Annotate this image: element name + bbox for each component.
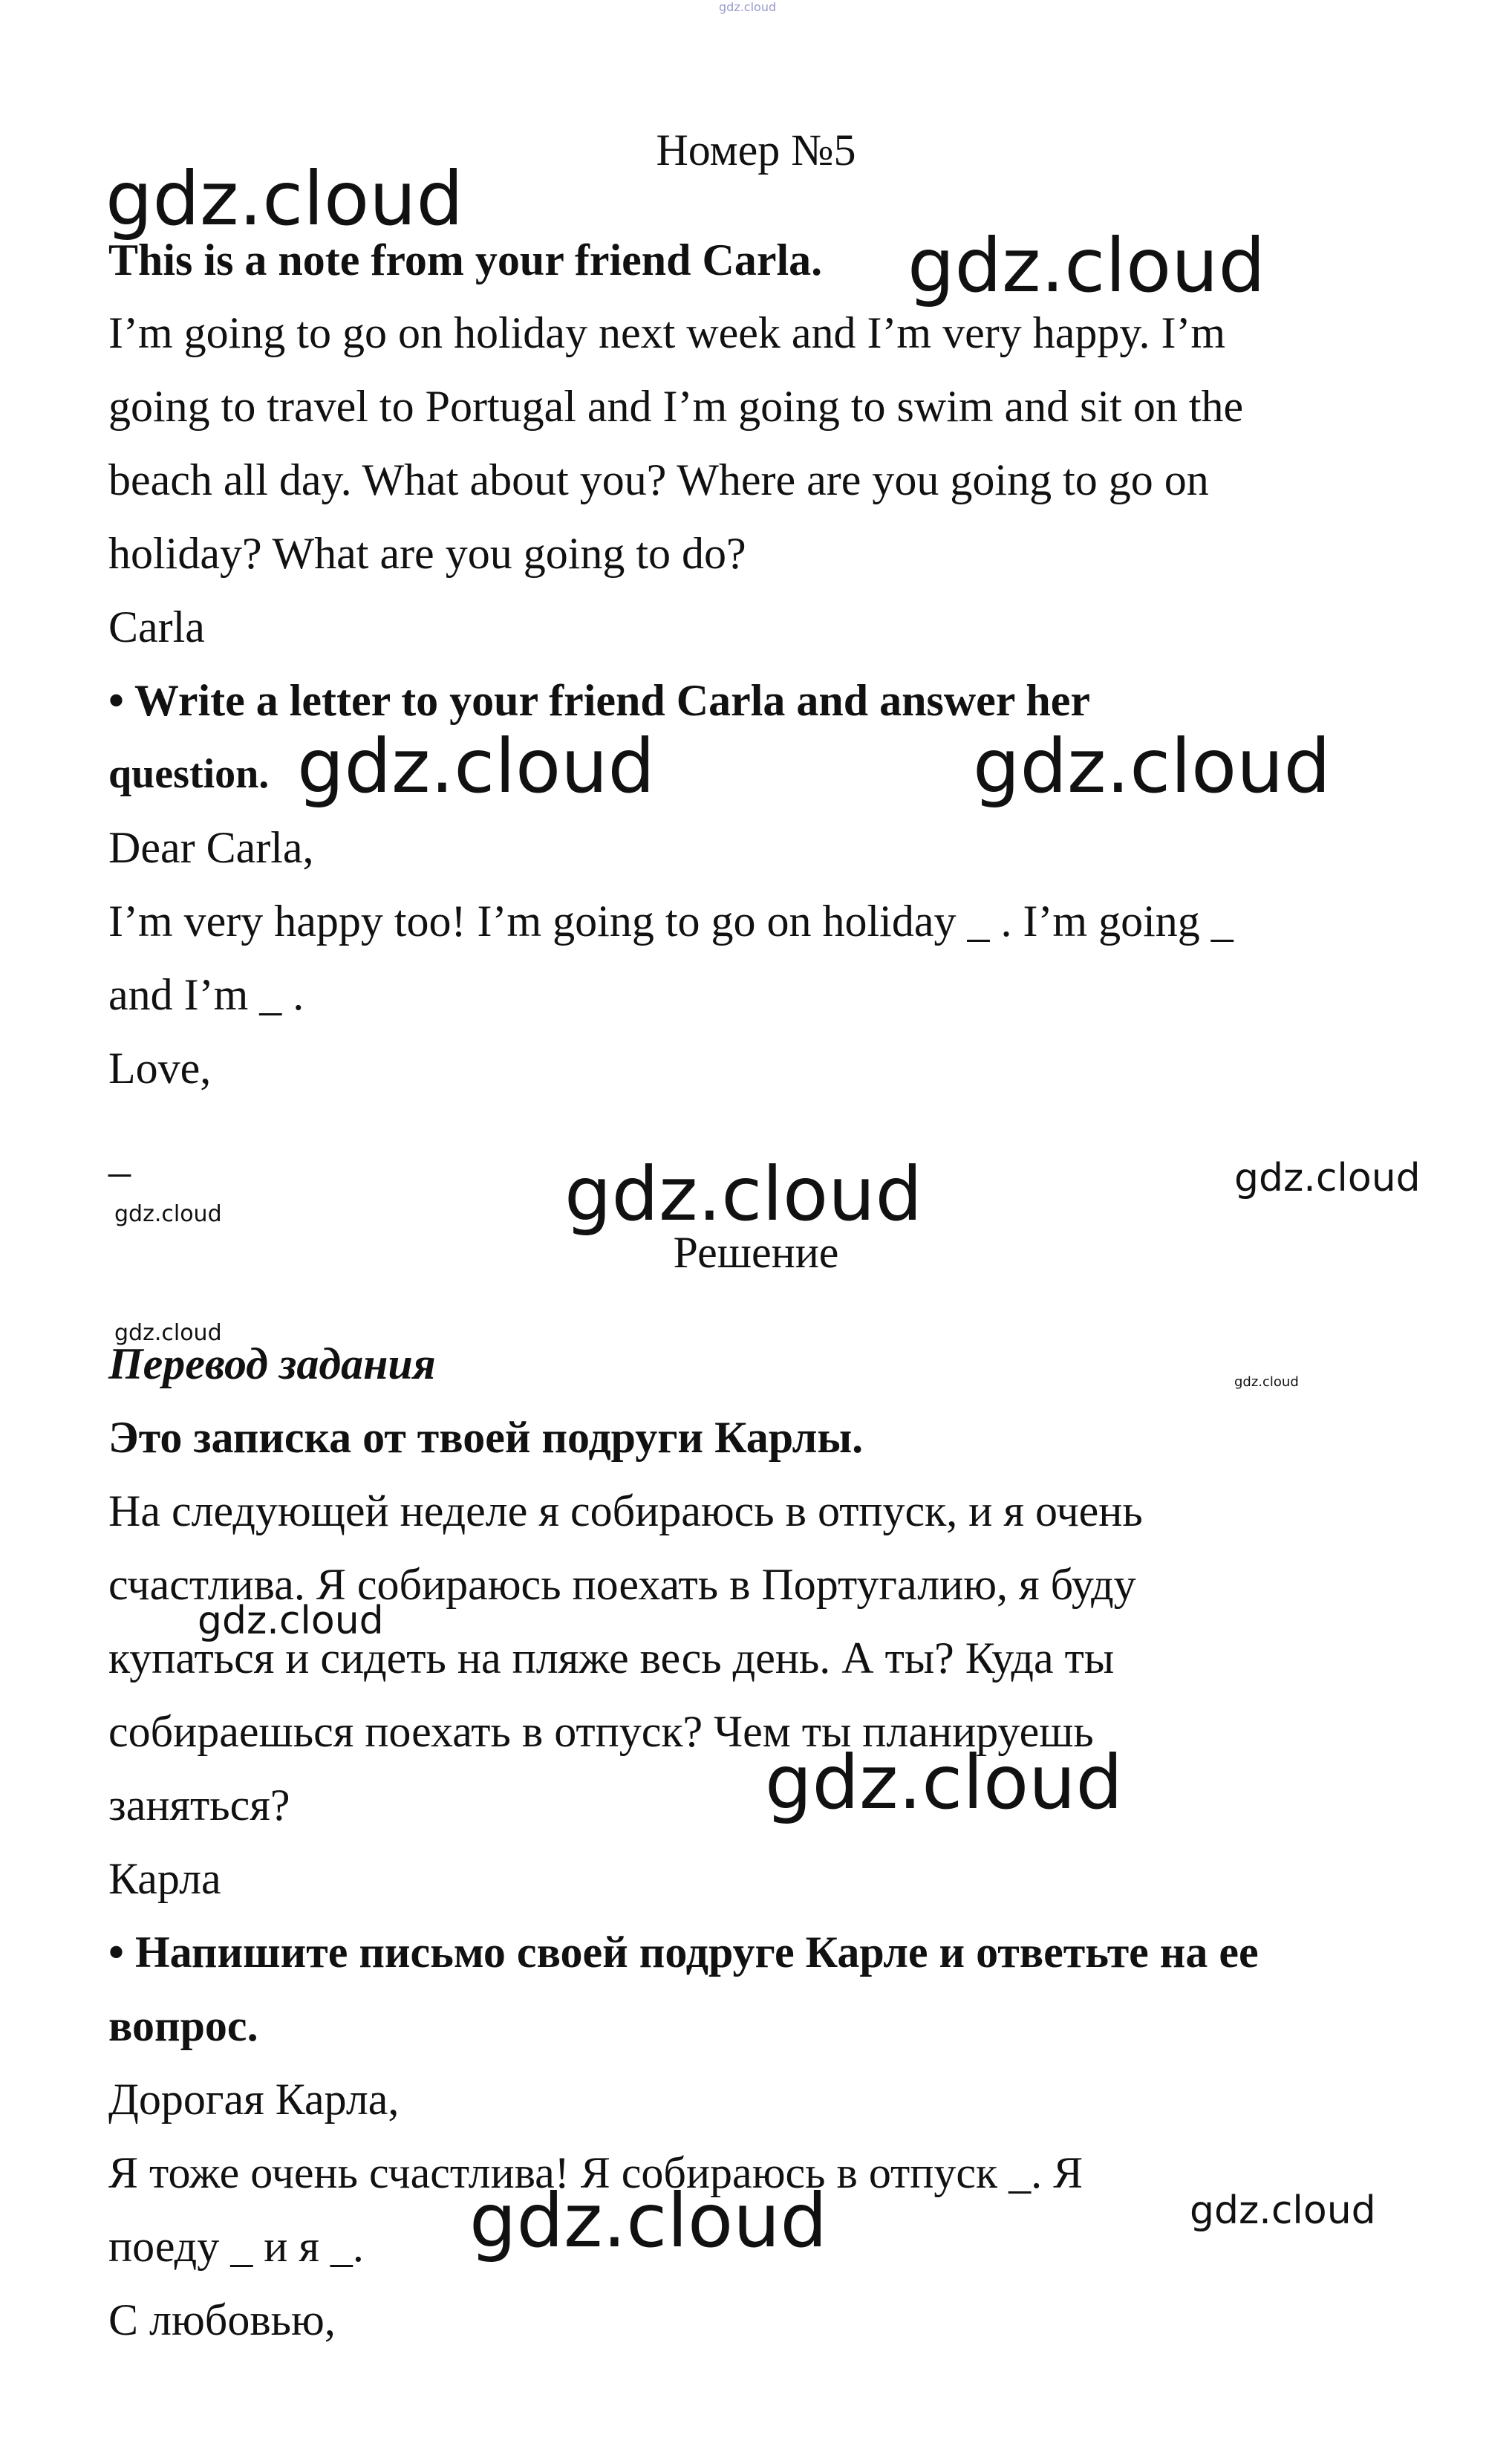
watermark: gdz.cloud bbox=[1234, 1374, 1299, 1390]
watermark: gdz.cloud bbox=[564, 1151, 923, 1238]
watermark: gdz.cloud bbox=[1234, 1156, 1421, 1200]
watermark: gdz.cloud bbox=[469, 2177, 828, 2264]
translation-note-line: На следующей неделе я собираюсь в отпуск, и я очень bbox=[108, 1486, 1143, 1535]
watermark: gdz.cloud bbox=[297, 723, 656, 810]
note-signature: Carla bbox=[108, 602, 205, 651]
translation-prompt: Это записка от твоей подруги Карлы. bbox=[108, 1413, 864, 1462]
translation-note-line: купаться и сидеть на пляже весь день. А ты? Куда ты bbox=[108, 1633, 1115, 1683]
translation-heading: Перевод задания bbox=[108, 1339, 436, 1388]
note-line: I’m going to go on holiday next week and I’m very happy. I’m bbox=[108, 308, 1226, 357]
watermark: gdz.cloud bbox=[105, 155, 464, 242]
watermark: gdz.cloud bbox=[114, 1320, 222, 1346]
letter-signature-blank: _ bbox=[108, 1131, 131, 1180]
translation-note-line: счастлива. Я собираюсь поехать в Португалию, я буду bbox=[108, 1560, 1136, 1609]
note-line: beach all day. What about you? Where are you going to go on bbox=[108, 455, 1209, 504]
note-line: holiday? What are you going to do? bbox=[108, 529, 746, 578]
watermark: gdz.cloud bbox=[1190, 2188, 1376, 2233]
instruction-line: question. bbox=[108, 751, 270, 797]
note-line: going to travel to Portugal and I’m going to swim and sit on the bbox=[108, 382, 1244, 431]
translation-letter-closing: С любовью, bbox=[108, 2295, 336, 2344]
translation-letter-greeting: Дорогая Карла, bbox=[108, 2075, 400, 2124]
watermark: gdz.cloud bbox=[114, 1201, 222, 1227]
translation-letter-line: Я тоже очень счастлива! Я собираюсь в отпуск _. Я bbox=[108, 2148, 1084, 2197]
translation-note-line: заняться? bbox=[108, 1781, 290, 1830]
letter-closing: Love, bbox=[108, 1044, 212, 1093]
letter-line: I’m very happy too! I’m going to go on holiday _ . I’m going _ bbox=[108, 897, 1234, 946]
watermark: gdz.cloud bbox=[907, 222, 1266, 309]
watermark: gdz.cloud bbox=[765, 1739, 1124, 1826]
page-title: Номер №5 bbox=[656, 126, 856, 175]
translation-letter-line: поеду _ и я _. bbox=[108, 2222, 364, 2271]
translation-signature: Карла bbox=[108, 1854, 221, 1903]
task-prompt: This is a note from your friend Carla. bbox=[108, 235, 823, 285]
letter-line: and I’m _ . bbox=[108, 970, 304, 1019]
instruction-line: • Write a letter to your friend Carla and answer her bbox=[108, 676, 1090, 725]
letter-greeting: Dear Carla, bbox=[108, 823, 314, 872]
watermark: gdz.cloud bbox=[198, 1599, 384, 1643]
translation-note-line: собираешься поехать в отпуск? Чем ты планируешь bbox=[108, 1707, 1094, 1756]
top-watermark: gdz.cloud bbox=[719, 0, 777, 14]
watermark: gdz.cloud bbox=[973, 723, 1332, 810]
translation-instruction-line: • Напишите письмо своей подруге Карле и ответьте на ее bbox=[108, 1928, 1259, 1977]
translation-instruction-line: вопрос. bbox=[108, 2001, 258, 2050]
solution-heading: Решение bbox=[673, 1228, 839, 1277]
